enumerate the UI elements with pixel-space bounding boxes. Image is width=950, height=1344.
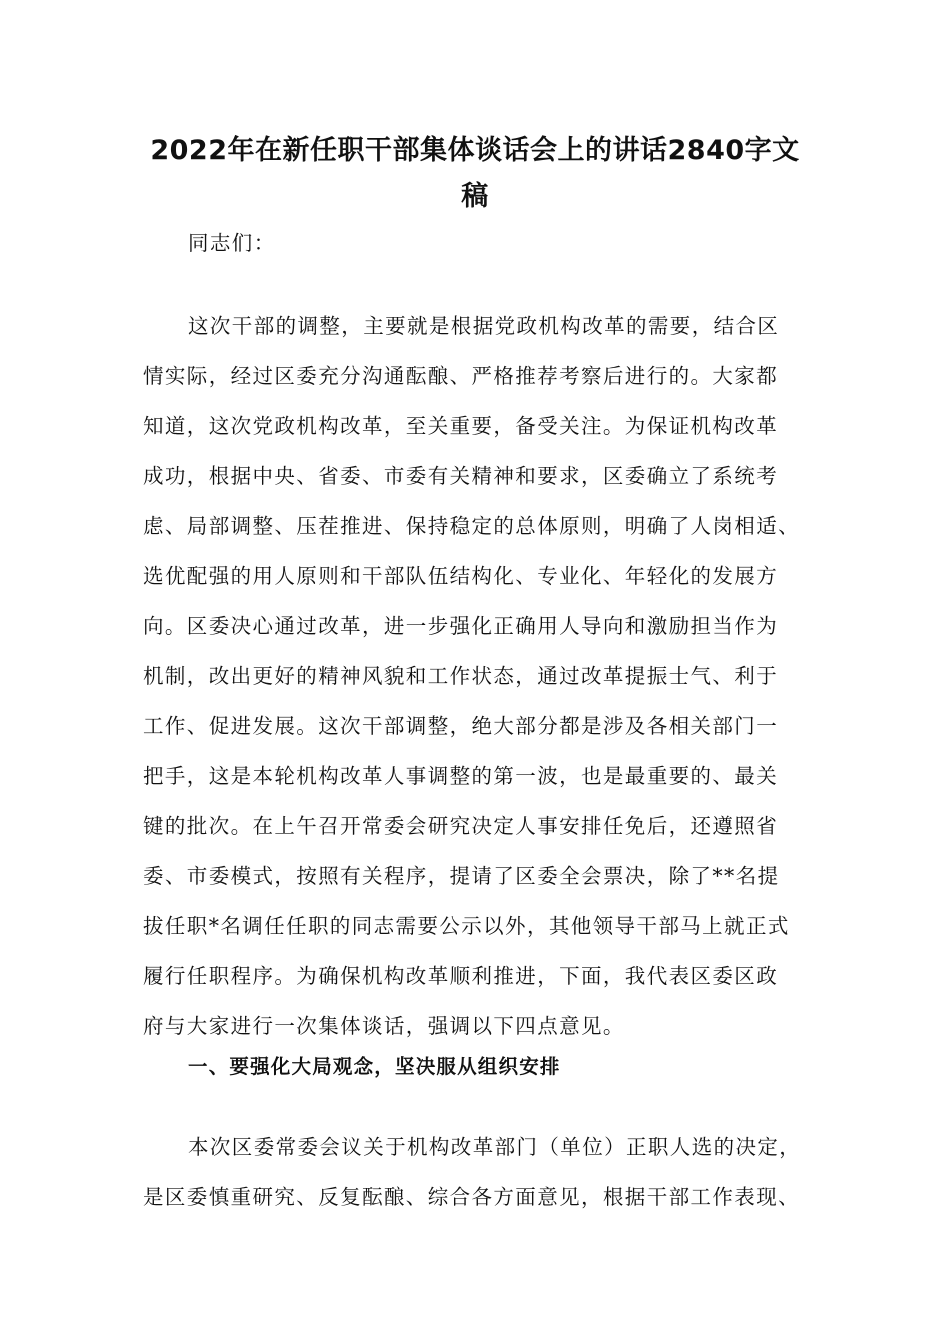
- paragraph-line: 成功，根据中央、省委、市委有关精神和要求，区委确立了系统考: [143, 464, 779, 488]
- salutation: 同志们：: [188, 231, 276, 255]
- paragraph-line: 府与大家进行一次集体谈话，强调以下四点意见。: [143, 1014, 625, 1038]
- paragraph-line: 把手，这是本轮机构改革人事调整的第一波，也是最重要的、最关: [143, 764, 779, 788]
- document-title: [140, 128, 810, 220]
- paragraph-2: [143, 1122, 823, 1222]
- paragraph-line: 键的批次。在上午召开常委会研究决定人事安排任免后，还遵照省: [143, 814, 779, 838]
- paragraph-line: 向。区委决心通过改革，进一步强化正确用人导向和激励担当作为: [143, 614, 779, 638]
- title-line: 稿: [461, 181, 489, 212]
- title-line: 2022年在新任职干部集体谈话会上的讲话2840字文: [150, 135, 800, 166]
- paragraph-1: [143, 301, 823, 1051]
- paragraph-line: 情实际，经过区委充分沟通酝酿、严格推荐考察后进行的。大家都: [143, 364, 779, 388]
- paragraph-line: 委、市委模式，按照有关程序，提请了区委全会票决，除了**名提: [143, 864, 780, 888]
- paragraph-line: 履行任职程序。为确保机构改革顺利推进，下面，我代表区委区政: [143, 964, 779, 988]
- paragraph-line: 工作、促进发展。这次干部调整，绝大部分都是涉及各相关部门一: [143, 714, 779, 738]
- section-heading-1: 一、要强化大局观念，坚决服从组织安排: [188, 1055, 561, 1078]
- paragraph-line: 虑、局部调整、压茬推进、保持稳定的总体原则，明确了人岗相适、: [143, 514, 800, 538]
- paragraph-line: 本次区委常委会议关于机构改革部门（单位）正职人选的决定，: [188, 1135, 802, 1159]
- paragraph-line: 拔任职*名调任任职的同志需要公示以外，其他领导干部马上就正式: [143, 914, 790, 938]
- paragraph-line: 选优配强的用人原则和干部队伍结构化、专业化、年轻化的发展方: [143, 564, 779, 588]
- paragraph-line: 这次干部的调整，主要就是根据党政机构改革的需要，结合区: [188, 314, 780, 338]
- paragraph-line: 机制，改出更好的精神风貌和工作状态，通过改革提振士气、利于: [143, 664, 779, 688]
- paragraph-line: 是区委慎重研究、反复酝酿、综合各方面意见，根据干部工作表现、: [143, 1185, 800, 1209]
- paragraph-line: 知道，这次党政机构改革，至关重要，备受关注。为保证机构改革: [143, 414, 779, 438]
